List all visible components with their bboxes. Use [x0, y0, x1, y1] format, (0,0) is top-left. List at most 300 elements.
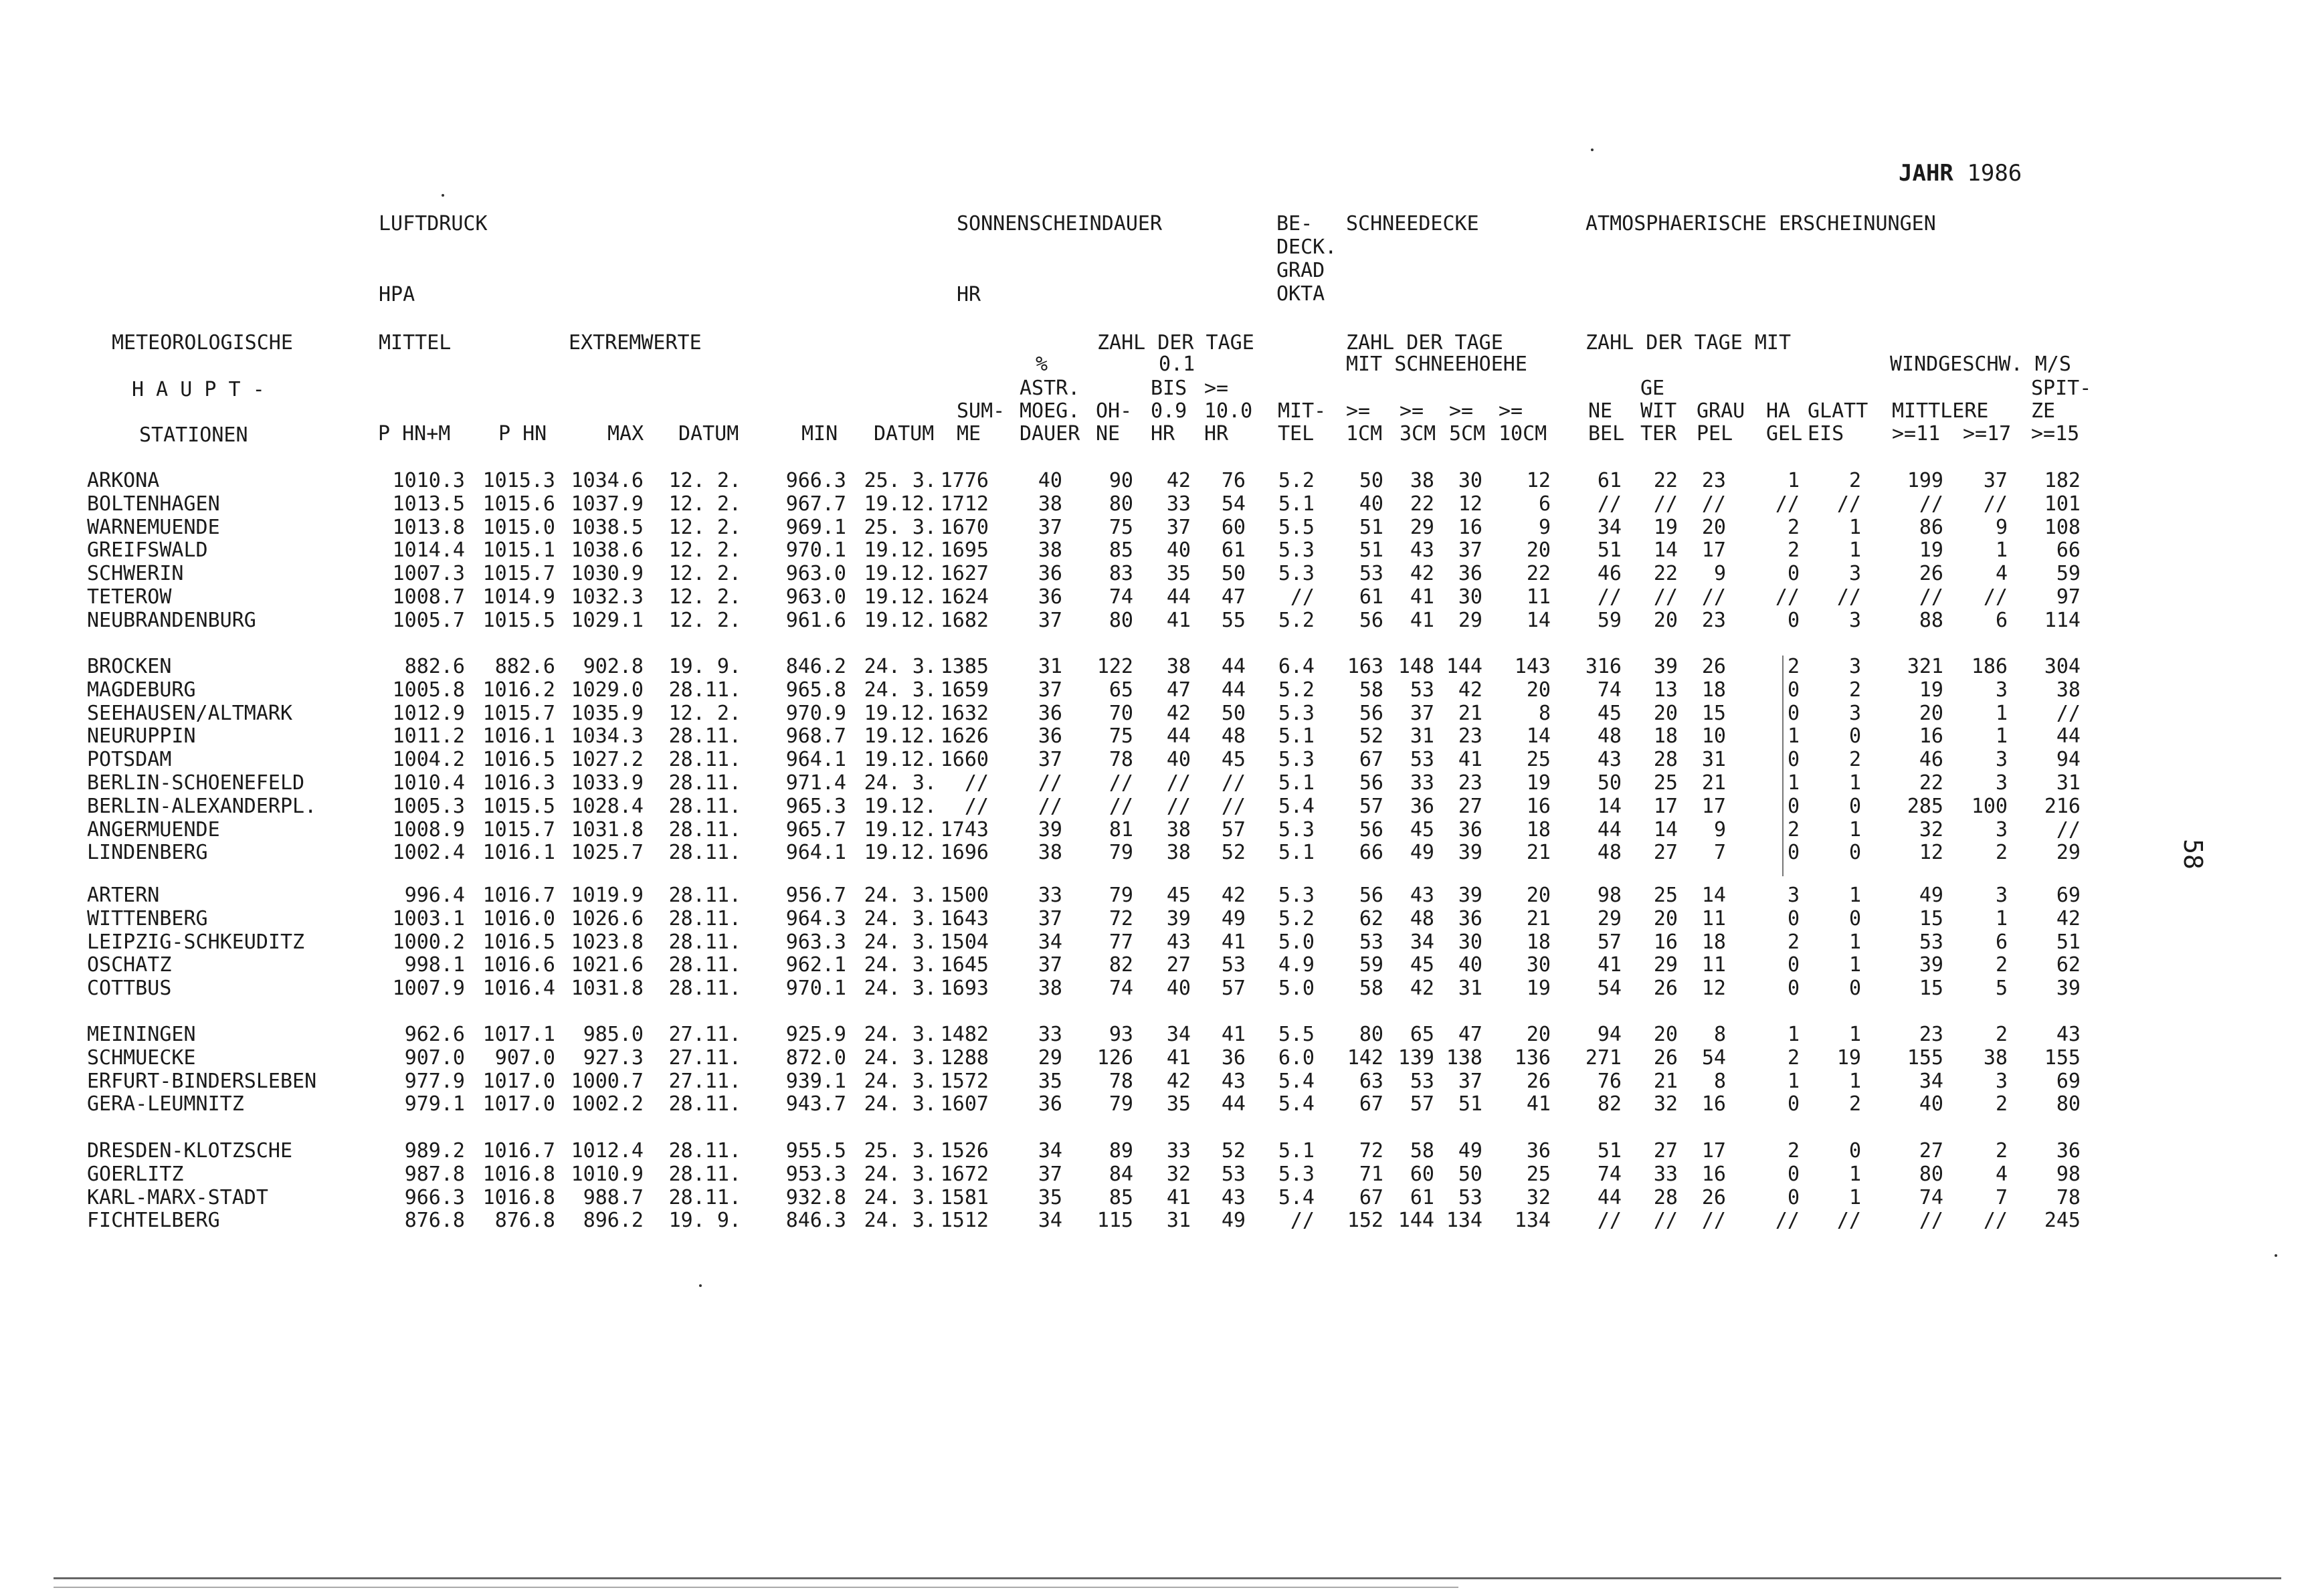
table-cell: 1003.1	[392, 906, 465, 930]
pct-label: %	[1036, 353, 1048, 376]
table-cell: 28.11.	[668, 771, 741, 795]
table-cell: 65	[1109, 678, 1133, 702]
table-cell: 49	[1458, 1139, 1482, 1163]
year-value: 1986	[1967, 160, 2022, 187]
table-cell: 987.8	[404, 1162, 465, 1186]
table-cell: 155	[2044, 1045, 2081, 1070]
table-cell: 882.6	[404, 655, 465, 678]
table-cell: 0	[1787, 794, 1800, 818]
table-cell: //	[964, 794, 989, 818]
table-cell: 12	[1526, 469, 1551, 492]
table-cell: 19.12.	[864, 841, 937, 865]
table-cell: 90	[1109, 469, 1133, 492]
column-header: EIS	[1808, 422, 1844, 445]
table-cell: 19.12.	[864, 538, 937, 563]
table-cell: 1	[1848, 1023, 1861, 1046]
table-cell: //	[1836, 1209, 1861, 1233]
table-cell: 51	[1359, 515, 1383, 539]
table-cell: 67	[1359, 748, 1383, 772]
table-cell: //	[1221, 794, 1246, 818]
table-cell: 43	[1597, 748, 1622, 772]
table-cell: 1	[1848, 538, 1861, 563]
table-cell: 11	[1526, 585, 1551, 609]
table-cell: 1581	[940, 1185, 989, 1209]
table-cell: 1	[1787, 724, 1800, 749]
table-cell: 36	[1038, 701, 1062, 725]
table-cell: 25	[1526, 748, 1551, 772]
table-cell: 40	[1038, 469, 1062, 492]
column-header: >=15	[2031, 422, 2080, 445]
table-cell: //	[1038, 771, 1062, 795]
table-cell: 0	[1848, 724, 1861, 749]
column-header: 10CM	[1499, 422, 1547, 445]
station-name: SCHWERIN	[87, 562, 184, 586]
station-name: GOERLITZ	[87, 1162, 184, 1186]
table-cell: 6	[1995, 608, 2008, 632]
table-cell: //	[1038, 794, 1062, 818]
table-cell: //	[2056, 701, 2081, 725]
table-cell: 49	[1221, 906, 1246, 930]
table-cell: 216	[2044, 794, 2081, 818]
station-name: BERLIN-SCHOENEFELD	[87, 771, 305, 795]
schneedecke-heading: SCHNEEDECKE	[1346, 212, 1479, 235]
column-header: >=17	[1963, 422, 2012, 445]
table-cell: 25	[1653, 884, 1678, 907]
column-header: NE	[1588, 399, 1613, 423]
table-cell: 1	[1995, 538, 2008, 563]
table-cell: 12	[1701, 977, 1726, 1001]
column-header: >=11	[1892, 422, 1941, 445]
table-cell: 80	[1109, 492, 1133, 516]
table-cell: 31	[2056, 771, 2081, 795]
table-cell: 51	[1597, 538, 1622, 563]
table-cell: 939.1	[785, 1069, 846, 1093]
table-cell: 18	[1701, 678, 1726, 702]
table-cell: 3	[1848, 655, 1861, 678]
table-cell: 40	[1359, 492, 1383, 516]
table-cell: 28.11.	[668, 724, 741, 749]
table-cell: 963.3	[785, 930, 846, 954]
station-name: GREIFSWALD	[87, 538, 208, 563]
table-cell: 28.11.	[668, 977, 741, 1001]
table-cell: 37	[1038, 678, 1062, 702]
table-cell: 1682	[940, 608, 989, 632]
table-cell: 21	[1526, 906, 1551, 930]
table-cell: 1016.7	[482, 884, 555, 907]
table-cell: 27	[1653, 1139, 1678, 1163]
table-cell: 3	[1995, 817, 2008, 841]
column-header: HA	[1766, 399, 1791, 423]
table-cell: 30	[1458, 469, 1482, 492]
table-cell: 1019.9	[571, 884, 644, 907]
column-header: GLATT	[1808, 399, 1868, 423]
table-cell: 1034.6	[571, 469, 644, 492]
table-cell: 28.11.	[668, 953, 741, 977]
table-cell: 24. 3.	[864, 906, 937, 930]
table-cell: 39	[1653, 655, 1678, 678]
table-cell: 5.2	[1278, 906, 1315, 930]
table-cell: 1660	[940, 748, 989, 772]
table-cell: 18	[1653, 724, 1678, 749]
table-cell: 28.11.	[668, 1092, 741, 1116]
table-cell: 3	[1848, 701, 1861, 725]
table-cell: 14	[1526, 724, 1551, 749]
table-cell: 9	[1713, 562, 1726, 586]
table-cell: 41	[1410, 585, 1434, 609]
table-cell: 75	[1109, 724, 1133, 749]
table-cell: 134	[1514, 1209, 1551, 1233]
table-cell: 44	[1221, 1092, 1246, 1116]
table-cell: 42	[1458, 678, 1482, 702]
table-cell: 1027.2	[571, 748, 644, 772]
table-cell: 26	[1701, 655, 1726, 678]
station-name: BOLTENHAGEN	[87, 492, 220, 516]
table-cell: 26	[1653, 1045, 1678, 1070]
column-header: >=	[1499, 399, 1523, 423]
table-cell: 43	[1410, 538, 1434, 563]
column-header: HR	[1151, 422, 1175, 445]
table-cell: 970.1	[785, 538, 846, 563]
table-cell: 20	[1526, 884, 1551, 907]
table-cell: 5.1	[1278, 1139, 1315, 1163]
table-cell: //	[1919, 1209, 1943, 1233]
station-name: NEUBRANDENBURG	[87, 608, 256, 632]
table-cell: 53	[1221, 1162, 1246, 1186]
table-cell: 1023.8	[571, 930, 644, 954]
table-cell: 36	[1221, 1045, 1246, 1070]
table-cell: 39	[1458, 884, 1482, 907]
table-cell: 3	[1995, 884, 2008, 907]
table-cell: 71	[1359, 1162, 1383, 1186]
table-cell: 94	[1597, 1023, 1622, 1046]
table-cell: 6	[1538, 492, 1551, 516]
table-cell: 1004.2	[392, 748, 465, 772]
table-cell: 24. 3.	[864, 1162, 937, 1186]
table-cell: 925.9	[785, 1023, 846, 1046]
table-cell: 1016.5	[482, 930, 555, 954]
table-cell: 5.1	[1278, 492, 1315, 516]
table-cell: 80	[1359, 1023, 1383, 1046]
table-cell: 16	[1458, 515, 1482, 539]
table-cell: 50	[1221, 701, 1246, 725]
val01-label: 0.1	[1159, 353, 1195, 376]
table-cell: 902.8	[583, 655, 644, 678]
table-cell: 1005.3	[392, 794, 465, 818]
table-cell: 1	[1995, 906, 2008, 930]
table-cell: 1032.3	[571, 585, 644, 609]
sonnenschein-unit: HR	[957, 283, 981, 306]
zahl-tage-schnee-2: MIT SCHNEEHOEHE	[1346, 353, 1527, 376]
table-cell: 60	[1221, 515, 1246, 539]
table-cell: 63	[1359, 1069, 1383, 1093]
table-cell: 85	[1109, 1185, 1133, 1209]
table-cell: 38	[2056, 678, 2081, 702]
table-cell: 5.3	[1278, 1162, 1315, 1186]
table-cell: 1029.1	[571, 608, 644, 632]
column-header: MOEG.	[1020, 399, 1080, 423]
table-cell: 5.5	[1278, 1023, 1315, 1046]
table-cell: 9	[1538, 515, 1551, 539]
table-cell: 84	[1109, 1162, 1133, 1186]
speck	[699, 1284, 702, 1287]
table-cell: 37	[1038, 1162, 1062, 1186]
table-cell: 964.1	[785, 841, 846, 865]
table-cell: 41	[1597, 953, 1622, 977]
table-cell: 5.2	[1278, 469, 1315, 492]
table-cell: 12. 2.	[668, 492, 741, 516]
table-cell: 1693	[940, 977, 989, 1001]
table-cell: 36	[1458, 562, 1482, 586]
table-cell: 43	[1166, 930, 1191, 954]
table-cell: 66	[1359, 841, 1383, 865]
table-cell: 19. 9.	[668, 1209, 741, 1233]
table-cell: 37	[1983, 469, 2008, 492]
table-cell: 19	[1919, 538, 1943, 563]
table-cell: 26	[1653, 977, 1678, 1001]
bedeck-line-3: GRAD	[1276, 259, 1325, 282]
table-cell: 5.4	[1278, 1069, 1315, 1093]
table-cell: 956.7	[785, 884, 846, 907]
station-name: ERFURT-BINDERSLEBEN	[87, 1069, 317, 1093]
table-cell: 25. 3.	[864, 1139, 937, 1163]
table-cell: 22	[1526, 562, 1551, 586]
table-cell: 56	[1359, 771, 1383, 795]
table-cell: 12. 2.	[668, 515, 741, 539]
table-cell: 1	[1848, 515, 1861, 539]
table-cell: 70	[1109, 701, 1133, 725]
table-cell: 19.12.	[864, 724, 937, 749]
table-cell: 17	[1701, 794, 1726, 818]
table-cell: 5.3	[1278, 538, 1315, 563]
table-cell: 56	[1359, 817, 1383, 841]
table-cell: 108	[2044, 515, 2081, 539]
table-cell: 1025.7	[571, 841, 644, 865]
table-cell: 12	[1458, 492, 1482, 516]
table-cell: 51	[2056, 930, 2081, 954]
luftdruck-heading: LUFTDRUCK	[379, 212, 488, 235]
table-cell: 2	[1995, 1023, 2008, 1046]
table-cell: 1017.0	[482, 1069, 555, 1093]
table-cell: 1385	[940, 655, 989, 678]
table-cell: 136	[1514, 1045, 1551, 1070]
station-name: NEURUPPIN	[87, 724, 196, 749]
table-cell: 115	[1096, 1209, 1133, 1233]
table-cell: 31	[1701, 748, 1726, 772]
column-header: ME	[957, 422, 981, 445]
table-cell: 2	[1787, 538, 1800, 563]
table-cell: 144	[1446, 655, 1482, 678]
table-cell: //	[1221, 771, 1246, 795]
table-cell: 0	[1787, 608, 1800, 632]
table-cell: 39	[1166, 906, 1191, 930]
table-cell: 29	[1458, 608, 1482, 632]
table-cell: 2	[1995, 1139, 2008, 1163]
table-cell: 34	[1038, 1139, 1062, 1163]
table-cell: 72	[1109, 906, 1133, 930]
column-header: GEL	[1766, 422, 1803, 445]
table-cell: 47	[1221, 585, 1246, 609]
sonnenschein-heading: SONNENSCHEINDAUER	[957, 212, 1163, 235]
table-cell: 45	[1410, 817, 1434, 841]
table-cell: 988.7	[583, 1185, 644, 1209]
column-header: 5CM	[1449, 422, 1486, 445]
table-cell: 3	[1995, 771, 2008, 795]
table-cell: 19.12.	[864, 817, 937, 841]
table-cell: 964.1	[785, 748, 846, 772]
table-cell: 30	[1458, 585, 1482, 609]
table-cell: 82	[1597, 1092, 1622, 1116]
table-cell: //	[1775, 1209, 1800, 1233]
table-cell: 1	[1848, 771, 1861, 795]
table-cell: 2	[1848, 678, 1861, 702]
table-cell: 271	[1585, 1045, 1622, 1070]
table-cell: 50	[1597, 771, 1622, 795]
column-header: P HN+M	[378, 422, 451, 445]
table-cell: 1013.8	[392, 515, 465, 539]
table-cell: //	[1701, 585, 1726, 609]
bedeck-line-2: DECK.	[1276, 235, 1337, 259]
table-cell: 37	[1458, 1069, 1482, 1093]
year-label: JAHR 1986	[1899, 160, 2022, 187]
table-cell: 33	[1166, 492, 1191, 516]
table-cell: 49	[1221, 1209, 1246, 1233]
table-cell: 2	[1995, 953, 2008, 977]
table-cell: 41	[1526, 1092, 1551, 1116]
table-cell: 8	[1538, 701, 1551, 725]
table-cell: 37	[1410, 701, 1434, 725]
table-cell: 1712	[940, 492, 989, 516]
table-cell: //	[1836, 492, 1861, 516]
column-header: HR	[1204, 422, 1229, 445]
column-header: 10.0	[1204, 399, 1253, 423]
table-cell: 49	[1410, 841, 1434, 865]
table-cell: 56	[1359, 884, 1383, 907]
table-cell: 882.6	[494, 655, 555, 678]
station-header-line-2: H A U P T -	[132, 378, 265, 401]
table-cell: 19.12.	[864, 794, 937, 818]
table-cell: 28.11.	[668, 1162, 741, 1186]
table-cell: 98	[1597, 884, 1622, 907]
table-cell: 5.2	[1278, 608, 1315, 632]
table-cell: 19	[1919, 678, 1943, 702]
table-cell: 152	[1347, 1209, 1383, 1233]
table-cell: 998.1	[404, 953, 465, 977]
table-cell: //	[1109, 771, 1133, 795]
table-cell: 1014.4	[392, 538, 465, 563]
table-cell: 98	[2056, 1162, 2081, 1186]
table-cell: 1016.1	[482, 724, 555, 749]
table-cell: 1007.3	[392, 562, 465, 586]
table-cell: 11	[1701, 953, 1726, 977]
table-cell: 37	[1458, 538, 1482, 563]
table-cell: 846.2	[785, 655, 846, 678]
table-cell: 965.8	[785, 678, 846, 702]
table-cell: //	[1775, 585, 1800, 609]
table-cell: 67	[1359, 1185, 1383, 1209]
table-cell: 47	[1458, 1023, 1482, 1046]
column-header: >=	[1204, 377, 1229, 400]
table-cell: 12. 2.	[668, 585, 741, 609]
table-cell: 52	[1221, 1139, 1246, 1163]
station-name: MAGDEBURG	[87, 678, 196, 702]
table-cell: 962.1	[785, 953, 846, 977]
table-cell: 55	[1221, 608, 1246, 632]
table-cell: 138	[1446, 1045, 1482, 1070]
table-cell: 50	[1458, 1162, 1482, 1186]
table-cell: 41	[1410, 608, 1434, 632]
table-cell: 93	[1109, 1023, 1133, 1046]
table-cell: 0	[1787, 841, 1800, 865]
table-cell: 27.11.	[668, 1069, 741, 1093]
table-cell: 51	[1458, 1092, 1482, 1116]
table-cell: 31	[1166, 1209, 1191, 1233]
table-cell: 19.12.	[864, 562, 937, 586]
table-cell: 182	[2044, 469, 2081, 492]
table-cell: 139	[1398, 1045, 1434, 1070]
table-cell: 962.6	[404, 1023, 465, 1046]
table-cell: 5.0	[1278, 977, 1315, 1001]
table-cell: 1015.5	[482, 608, 555, 632]
table-cell: 19.12.	[864, 492, 937, 516]
table-cell: 3	[1848, 562, 1861, 586]
table-cell: 876.8	[404, 1209, 465, 1233]
table-cell: 89	[1109, 1139, 1133, 1163]
table-cell: 1696	[940, 841, 989, 865]
table-cell: 19	[1526, 771, 1551, 795]
table-cell: 76	[1221, 469, 1246, 492]
table-cell: 2	[1787, 655, 1800, 678]
table-cell: 53	[1410, 678, 1434, 702]
table-cell: 65	[1410, 1023, 1434, 1046]
table-cell: 2	[1848, 469, 1861, 492]
column-header: GE	[1640, 377, 1665, 400]
table-cell: 43	[1410, 884, 1434, 907]
table-cell: //	[1653, 585, 1678, 609]
table-cell: 42	[1166, 469, 1191, 492]
table-cell: 32	[1653, 1092, 1678, 1116]
table-cell: 1	[1787, 1023, 1800, 1046]
table-cell: 54	[1221, 492, 1246, 516]
table-cell: 144	[1398, 1209, 1434, 1233]
table-cell: 0	[1787, 1092, 1800, 1116]
table-cell: 74	[1597, 1162, 1622, 1186]
table-cell: 1035.9	[571, 701, 644, 725]
column-header: WIT	[1640, 399, 1677, 423]
table-cell: 1015.0	[482, 515, 555, 539]
table-cell: 0	[1787, 562, 1800, 586]
table-cell: 985.0	[583, 1023, 644, 1046]
table-cell: 1645	[940, 953, 989, 977]
table-cell: 58	[1359, 977, 1383, 1001]
table-cell: 5.4	[1278, 1092, 1315, 1116]
table-cell: 32	[1526, 1185, 1551, 1209]
table-cell: 34	[1410, 930, 1434, 954]
table-cell: 22	[1653, 469, 1678, 492]
column-header: MAX	[607, 422, 644, 445]
zahl-tage-schnee-1: ZAHL DER TAGE	[1346, 331, 1503, 355]
table-cell: //	[1597, 585, 1622, 609]
table-cell: 16	[1653, 930, 1678, 954]
table-cell: 20	[1653, 608, 1678, 632]
table-cell: 40	[1166, 538, 1191, 563]
table-cell: 24. 3.	[864, 977, 937, 1001]
table-cell: 44	[1597, 1185, 1622, 1209]
table-cell: 977.9	[404, 1069, 465, 1093]
table-cell: 31	[1458, 977, 1482, 1001]
table-cell: 965.7	[785, 817, 846, 841]
table-cell: 1005.8	[392, 678, 465, 702]
table-cell: 80	[1919, 1162, 1943, 1186]
